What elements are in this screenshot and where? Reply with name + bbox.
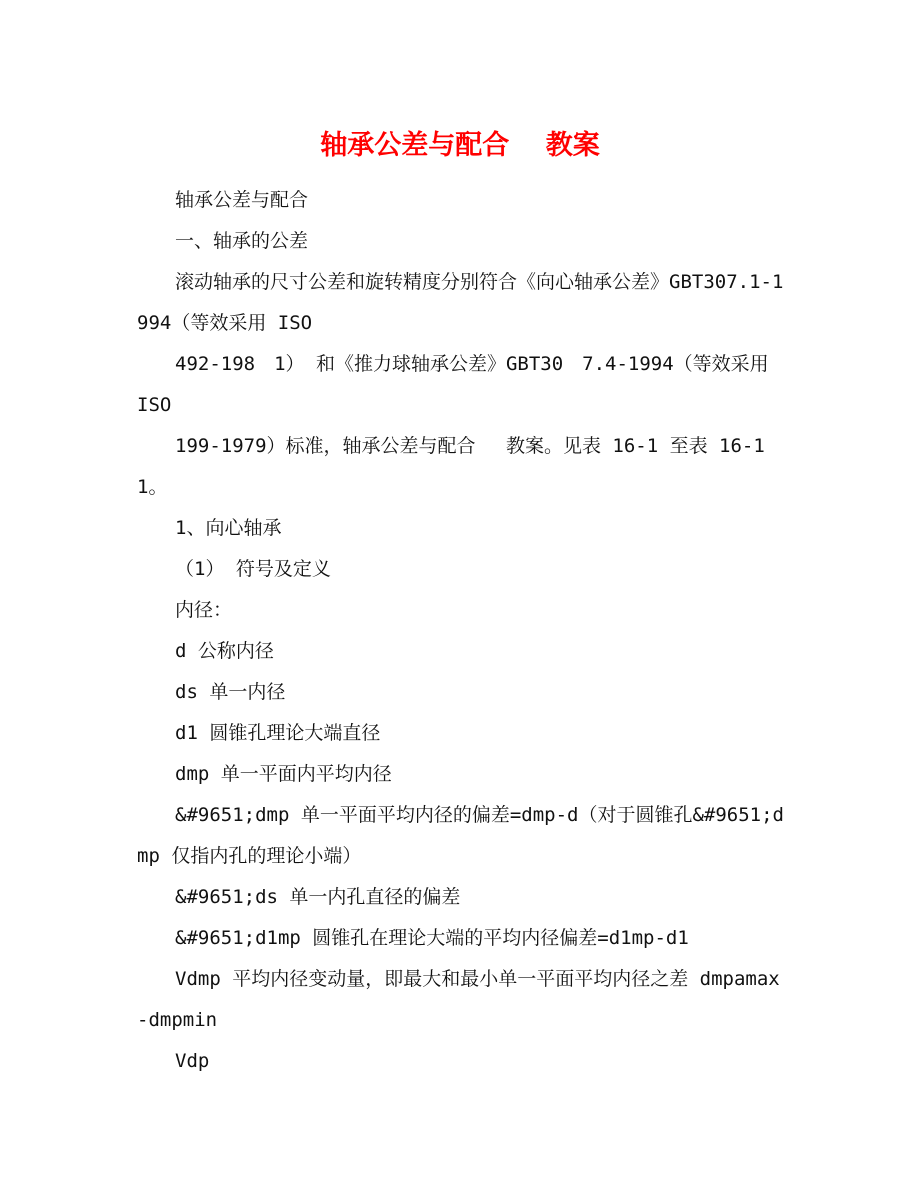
document-body [137, 180, 787, 1082]
paragraph: Vdp [175, 1050, 210, 1072]
paragraph: 轴承公差与配合 [175, 189, 309, 211]
paragraph: &#9651;dmp 单一平面平均内径的偏差=dmp-d（对于圆锥孔&#9651;dmp 仅指内孔的理论小端） [137, 804, 784, 867]
document-title: 轴承公差与配合 教案 [320, 130, 600, 162]
paragraph: 内径： [175, 599, 233, 621]
paragraph: （1） 符号及定义 [175, 558, 331, 580]
paragraph: 492-198 1） 和《推力球轴承公差》GBT30 7.4-1994（等效采用 ISO [137, 353, 781, 416]
paragraph: &#9651;d1mp 圆锥孔在理论大端的平均内径偏差=d1mp-d1 [175, 927, 689, 949]
paragraph: ds 单一内径 [175, 681, 286, 703]
paragraph: 1、向心轴承 [175, 517, 282, 539]
paragraph: Vdmp 平均内径变动量，即最大和最小单一平面平均内径之差 dmpamax-dmpmin [137, 968, 780, 1031]
paragraph: dmp 单一平面内平均内径 [175, 763, 392, 785]
paragraph: 滚动轴承的尺寸公差和旋转精度分别符合《向心轴承公差》GBT307.1-1994（等效采用 ISO [137, 271, 784, 334]
paragraph: 一、轴承的公差 [175, 230, 309, 252]
paragraph: &#9651;ds 单一内孔直径的偏差 [175, 886, 461, 908]
paragraph: d 公称内径 [175, 640, 274, 662]
paragraph: 199-1979）标准，轴承公差与配合 教案。见表 16-1 至表 16-11。 [137, 435, 765, 498]
paragraph: d1 圆锥孔理论大端直径 [175, 722, 381, 744]
